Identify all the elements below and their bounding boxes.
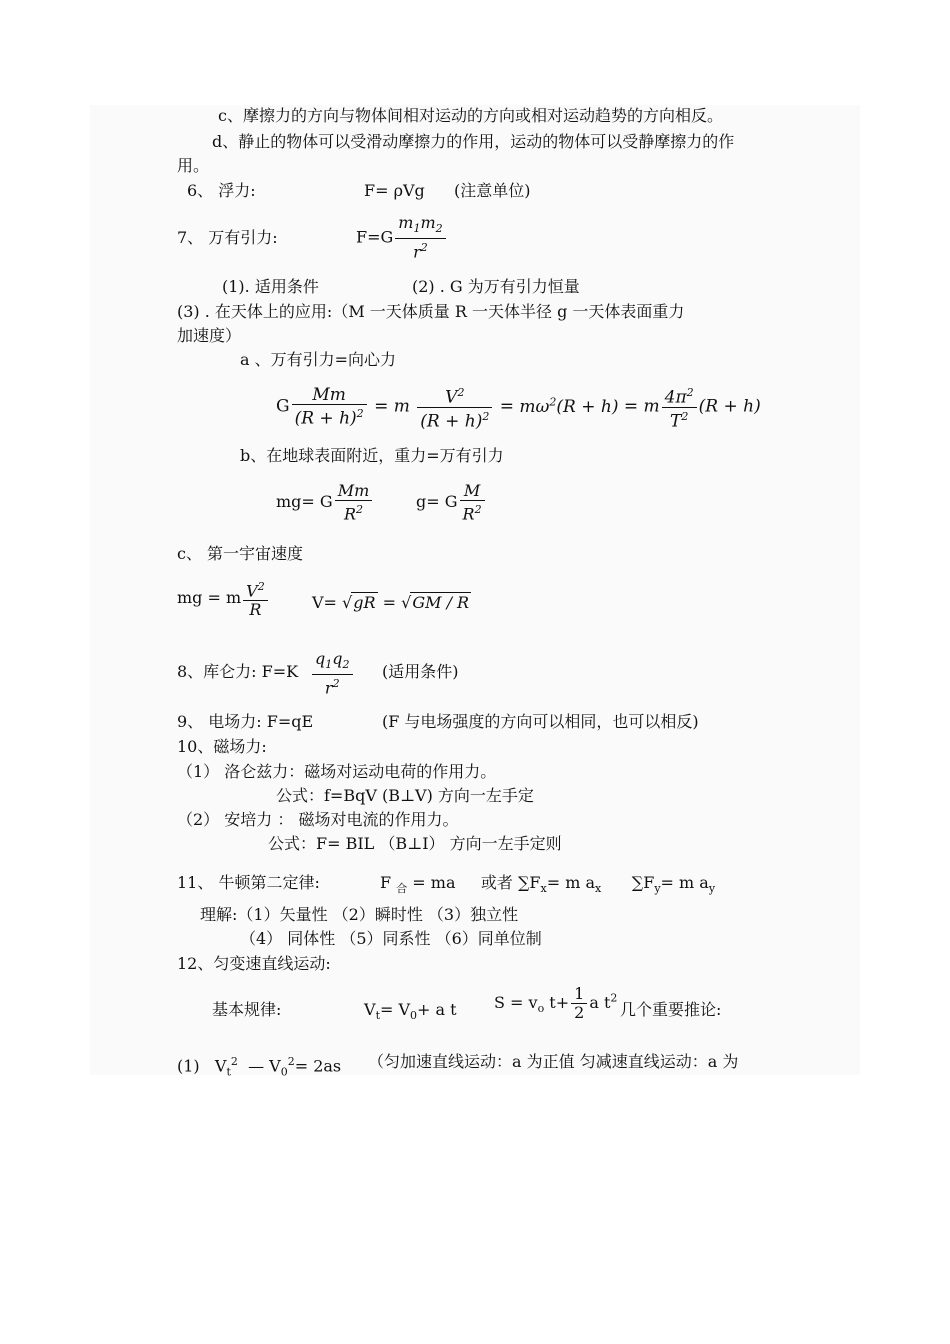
surface-gravity-formula-2: g= G $\frac{M}{R^2}$ xyxy=(416,482,487,523)
friction-static-text-2: 用。 xyxy=(177,156,210,175)
acceleration-sign-note: （匀加速直线运动：a 为正值 匀减速直线运动：a 为 xyxy=(368,1052,739,1071)
newton-understanding-2: （4） 同体性 （5）同系性 （6）同单位制 xyxy=(240,929,542,948)
newton-law-formula: F $_合$ = ma 或者 $\sum F_x= m$ $a_x$ $\sum F_y= m$ $a_y$ xyxy=(380,873,716,896)
velocity-formula: $V_t= V_0+ a$ t xyxy=(364,1000,457,1023)
coulomb-formula: $\frac{q_1q_2}{r^2}$ xyxy=(310,650,355,698)
gravitation-condition: (1). 适用条件 xyxy=(222,277,319,296)
electric-force-note: (F 与电场强度的方向可以相同，也可以相反) xyxy=(382,712,699,731)
newton-law-label: 11、 牛顿第二定律: xyxy=(177,873,320,892)
uniform-motion-label: 12、匀变速直线运动: xyxy=(177,954,331,973)
newton-understanding-1: 理解:（1）矢量性 （2）瞬时性 （3）独立性 xyxy=(200,905,519,924)
lorentz-formula: 公式：f=BqV (B⊥V) 方向一左手定 xyxy=(276,786,534,805)
coulomb-label: 8、库仑力: F=K xyxy=(177,662,299,681)
basic-law-label: 基本规律: xyxy=(212,1000,282,1019)
surface-gravity-formula-1: mg= G $\frac{Mm}{R^2}$ xyxy=(276,482,374,523)
friction-static-text-1: d、静止的物体可以受滑动摩擦力的作用，运动的物体可以受静摩擦力的作 xyxy=(212,132,735,151)
ampere-formula: 公式：F= BIL （B⊥I） 方向一左手定则 xyxy=(268,834,562,853)
celestial-application-1: (3) . 在天体上的应用:（M 一天体质量 R 一天体半径 g 一天体表面重力 xyxy=(177,302,685,321)
electric-force-label: 9、 电场力: F=qE xyxy=(177,712,314,731)
cosmic-velocity-formula-2: V= √gR = √GM / R xyxy=(312,593,470,612)
coulomb-note: (适用条件) xyxy=(382,662,459,681)
surface-gravity-heading: b、在地球表面附近，重力=万有引力 xyxy=(240,446,504,465)
gravitation-label: 7、 万有引力: xyxy=(177,228,278,247)
velocity-displacement-formula: (1) $V_t^2$ — $V_0^2= 2as$ xyxy=(177,1055,342,1079)
lorentz-force-text: （1） 洛仑兹力：磁场对运动电荷的作用力。 xyxy=(177,762,497,781)
buoyancy-label: 6、 浮力: xyxy=(187,181,256,200)
displacement-formula: $S = v_o$ t+ $\frac{1}{2}$ a $t^2$ xyxy=(494,984,618,1022)
cosmic-velocity-heading: c、 第一宇宙速度 xyxy=(177,544,304,563)
magnetic-force-label: 10、磁场力: xyxy=(177,737,267,756)
gravitation-constant: (2) . G 为万有引力恒量 xyxy=(412,277,580,296)
centripetal-heading: a 、万有引力=向心力 xyxy=(240,350,397,369)
ampere-force-text: （2） 安培力 ： 磁场对电流的作用力。 xyxy=(177,810,459,829)
gravitation-formula: F=G $\frac{m_1m_2}{r^2}$ xyxy=(356,214,448,262)
celestial-application-2: 加速度） xyxy=(177,326,242,345)
friction-direction-text: c、摩擦力的方向与物体间相对运动的方向或相对运动趋势的方向相反。 xyxy=(218,106,723,125)
buoyancy-note: (注意单位) xyxy=(454,181,531,200)
centripetal-formula: G $\frac{Mm}{(R + h)^2}$ = m $\frac{V^2}{(R + h)^2}$ = $m\omega^2(R + h) = m$ $\frac{4\pi^2}{T^2}$ (R + h) xyxy=(276,385,761,432)
cosmic-velocity-formula-1: mg = m $\frac{V^2}{R}$ xyxy=(177,578,270,619)
inference-label: 几个重要推论: xyxy=(620,1000,722,1019)
buoyancy-formula: F= ρVg xyxy=(364,181,425,200)
